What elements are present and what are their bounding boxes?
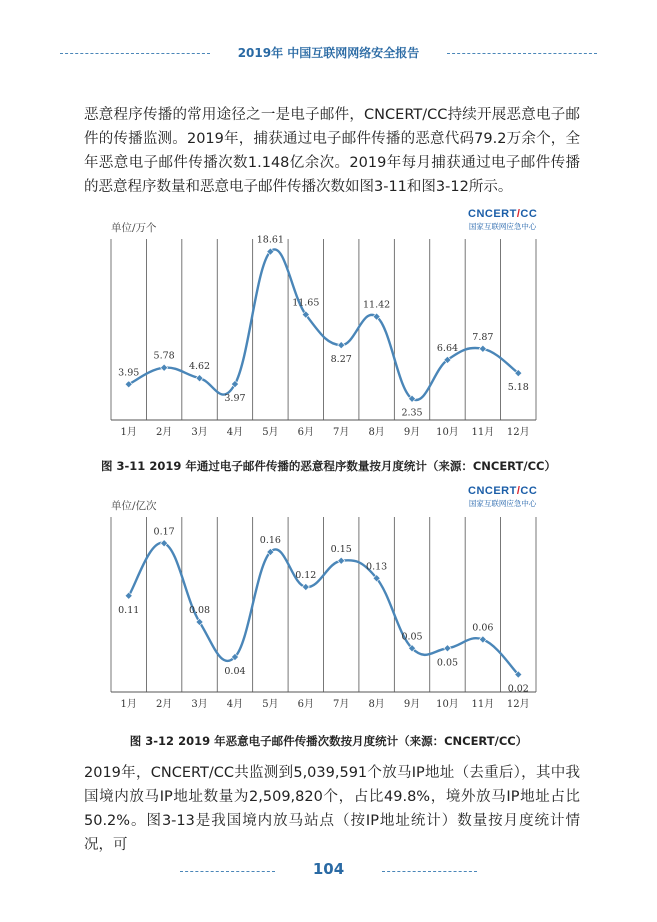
data-label: 6.64 [436,342,459,354]
data-label: 0.11 [118,604,140,616]
footer-rule-left [180,871,275,873]
header-rule-left [60,53,210,55]
data-label: 0.05 [401,631,423,643]
data-label: 0.13 [366,561,388,573]
data-label: 0.02 [507,683,529,695]
figure-caption-3-12: 图 3-12 2019 年恶意电子邮件传播次数按月度统计（来源：CNCERT/CC） [129,734,528,748]
x-tick-label: 8月 [368,427,385,438]
data-point-marker [338,342,345,349]
data-label: 3.95 [118,367,140,379]
x-tick-label: 12月 [506,427,530,438]
x-tick-label: 5月 [262,699,279,710]
cncert-logo-subtitle: 国家互联网应急中心 [468,222,537,231]
data-point-marker [338,557,345,564]
data-point-marker [302,583,309,590]
x-tick-label: 8月 [368,699,385,710]
x-tick-label: 12月 [506,699,530,710]
data-label: 0.05 [436,657,459,669]
unit-label: 单位/万个 [111,222,157,234]
x-tick-label: 3月 [191,427,208,438]
data-label: 11.42 [363,299,391,311]
x-tick-label: 11月 [471,699,495,710]
data-point-marker [444,645,451,652]
x-tick-label: 1月 [120,427,137,438]
cncert-logo-text: CNCERT/CC [468,208,538,220]
chart-email-count [106,487,551,717]
footer-rule-right [382,871,477,873]
cncert-logo-subtitle: 国家互联网应急中心 [468,499,537,508]
chart-malware-count [106,210,551,445]
x-tick-label: 5月 [262,427,279,438]
data-label: 2.35 [401,407,423,419]
x-tick-label: 6月 [297,699,314,710]
data-label: 3.97 [224,393,246,405]
x-tick-label: 2月 [155,699,173,710]
figure-caption-3-11: 图 3-11 2019 年通过电子邮件传播的恶意程序数量按月度统计（来源：CNCERT/CC） [101,459,556,473]
data-point-marker [479,636,486,643]
x-tick-label: 7月 [333,699,350,710]
data-label: 5.78 [153,350,175,362]
cncert-logo [468,485,537,509]
data-point-marker [161,364,168,371]
data-label: 7.87 [472,331,494,343]
x-tick-label: 2月 [155,427,173,438]
page-number: 104 [312,860,345,878]
x-tick-label: 11月 [471,427,495,438]
cncert-logo [468,208,537,232]
x-tick-label: 9月 [403,427,421,438]
data-label: 0.17 [153,526,175,538]
cncert-logo-text: CNCERT/CC [468,485,538,497]
intro-paragraph: 恶意程序传播的常用途径之一是电子邮件，CNCERT/CC持续开展恶意电子邮件的传播监测。2019年，捕获通过电子邮件传播的恶意代码79.2万余个，全年恶意电子邮件传播次数1.148亿余次。2019年每月捕获通过电子邮件传播的恶意程序数量和恶意电子邮件传播次数如图3-11和图3-12所示。 [84,107,580,195]
data-label: 5.18 [507,382,529,394]
x-tick-label: 4月 [226,699,244,710]
data-point-marker [479,345,486,352]
data-label: 0.06 [472,622,494,634]
page-footer [180,860,477,884]
data-label: 0.15 [330,543,352,555]
page-header [60,44,597,64]
x-tick-label: 9月 [403,699,421,710]
header-title: 2019年 中国互联网网络安全报告 [237,46,420,60]
data-point-marker [196,375,203,382]
chart-malware-count-svg [106,210,551,445]
x-tick-label: 1月 [120,699,137,710]
x-tick-label: 7月 [333,427,350,438]
x-tick-label: 3月 [191,699,208,710]
x-tick-label: 10月 [436,427,459,438]
x-tick-label: 10月 [436,699,459,710]
x-tick-label: 4月 [226,427,244,438]
data-label: 11.65 [292,297,320,309]
data-label: 0.16 [259,535,281,546]
body-paragraph: 2019年，CNCERT/CC共监测到5,039,591个放马IP地址（去重后），其中我国境内放马IP地址数量为2,509,820个，占比49.8%，境外放马IP地址占比50.2%。图3-13是我国境内放马站点（按IP地址统计）数量按月度统计情况，可 [84,765,580,853]
data-label: 18.61 [256,234,284,246]
data-label: 0.08 [188,605,211,616]
data-label: 0.04 [224,666,246,677]
data-label: 4.62 [188,361,211,373]
unit-label: 单位/亿次 [111,500,157,512]
x-tick-label: 6月 [297,427,314,438]
data-label: 8.27 [330,354,352,366]
data-label: 0.12 [295,570,317,581]
header-rule-right [447,53,597,55]
chart-email-count-svg [106,487,551,717]
